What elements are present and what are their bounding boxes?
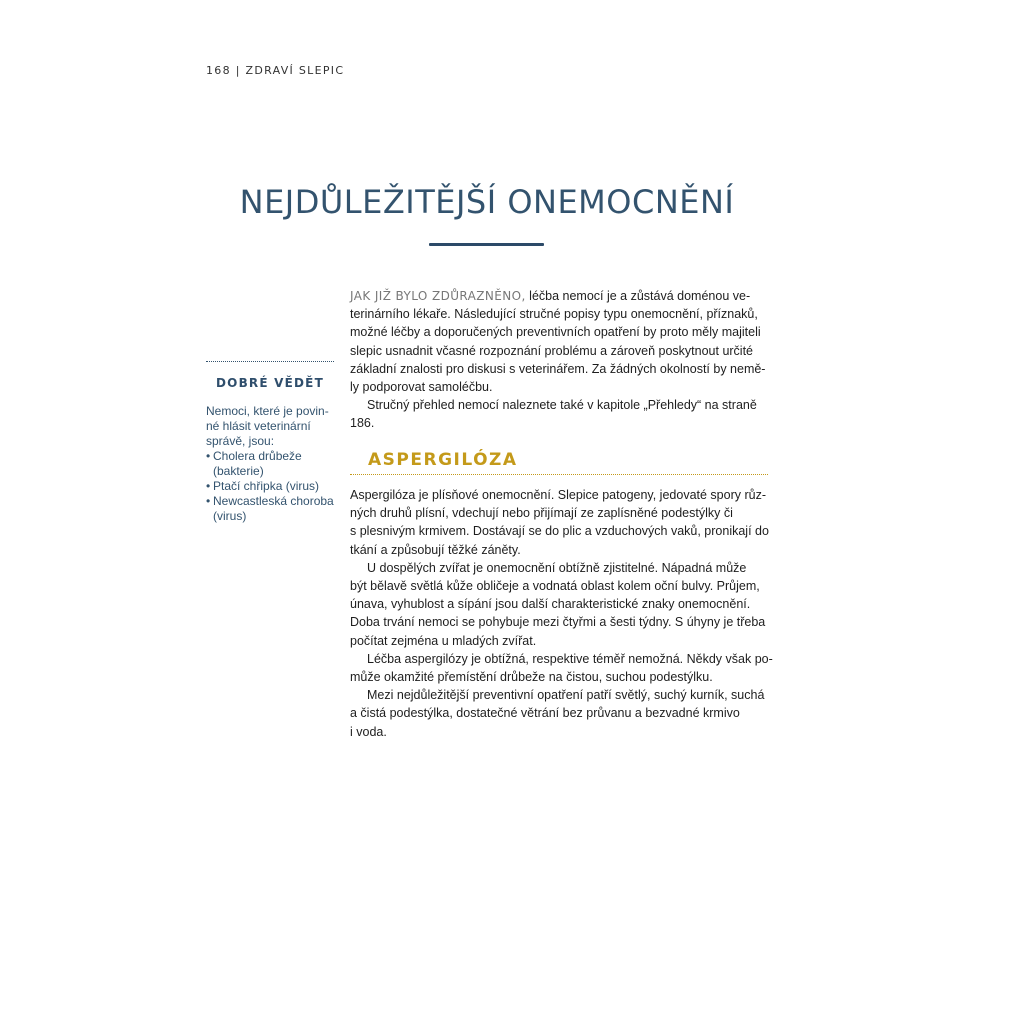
- section-paragraph-2: [350, 559, 768, 650]
- section-paragraph-4: [350, 686, 768, 741]
- running-head: 168 | ZDRAVÍ SLEPIC: [206, 64, 345, 77]
- intro-paragraph: [350, 287, 768, 396]
- text-line: může okamžité přemístění drůbeže na čistou, suchou podestýlku.: [350, 670, 713, 685]
- list-item: [206, 494, 334, 524]
- list-item: [206, 449, 334, 479]
- text-line: s plesnivým krmivem. Dostávají se do plic a vzduchových vaků, pronikají do: [350, 524, 769, 539]
- section-heading-block: [350, 449, 768, 475]
- text-line: Aspergilóza je plísňové onemocnění. Slepice patogeny, jedovaté spory růz-: [350, 488, 766, 502]
- bullet-icon: •: [206, 449, 211, 463]
- text-line: léčba nemocí je a zůstává doménou ve-: [525, 289, 751, 303]
- intro-paragraph-2: [350, 396, 768, 432]
- text-line: být bělavě světlá kůže obličeje a vodnatá oblast kolem oční bulvy. Průjem,: [350, 579, 760, 594]
- text-line: [350, 287, 768, 305]
- bullet-icon: •: [206, 479, 211, 493]
- title-underline: [429, 243, 544, 246]
- text-line: Mezi nejdůležitější preventivní opatření patří světlý, suchý kurník, suchá: [367, 688, 765, 703]
- text-line: Doba trvání nemoci se pohybuje mezi čtyřmi a šesti týdny. S úhyny je třeba: [350, 615, 766, 630]
- text-line: a čistá podestýlka, dostatečné větrání bez průvanu a bezvadné krmivo: [350, 706, 740, 721]
- notifiable-disease-list: [206, 449, 334, 524]
- text-line: únava, vyhublost a sípání jsou další charakteristické znaky onemocnění.: [350, 597, 751, 612]
- sidebar-intro-line: správě, jsou:: [206, 434, 275, 448]
- section-paragraph-3: [350, 650, 773, 686]
- section-body: [350, 486, 773, 741]
- text-line: základní znalosti pro diskusi s veterinářem. Za žádných okolností by nemě-: [350, 361, 766, 376]
- bullet-icon: •: [206, 494, 211, 508]
- section-dotted-rule: [350, 474, 768, 475]
- section-paragraph-1: [350, 486, 768, 559]
- text-line: Léčba aspergilózy je obtížná, respektive téměř nemožná. Někdy však po-: [367, 651, 773, 666]
- list-item-text: (virus): [213, 509, 247, 523]
- chapter-title: NEJDŮLEŽITĚJŠÍ ONEMOCNĚNÍ: [239, 183, 735, 221]
- sidebar-intro-line: Nemoci, které je povin-: [206, 404, 329, 418]
- text-line: ných druhů plísní, vdechují nebo přijímají ze zaplísněné podestýlky či: [350, 506, 733, 521]
- text-line: ly podporovat samoléčbu.: [350, 380, 493, 395]
- sidebar-heading: DOBRÉ VĚDĚT: [216, 376, 324, 390]
- list-item-text: (bakterie): [213, 464, 264, 478]
- sidebar-intro-line: né hlásit veterinární: [206, 419, 311, 433]
- sidebar-box: [206, 361, 334, 524]
- intro-text: [350, 287, 768, 433]
- text-line: možné léčby a doporučených preventivních opatření by proto měly majiteli: [350, 325, 761, 340]
- list-item-text: Newcastleská choroba: [213, 494, 334, 508]
- sidebar-dotted-rule: [206, 361, 334, 362]
- lead-in: JAK JIŽ BYLO ZDŮRAZNĚNO,: [350, 289, 526, 303]
- text-line: terinárního lékaře. Následující stručné popisy typu onemocnění, příznaků,: [350, 307, 758, 322]
- list-item: [206, 479, 334, 494]
- text-line: i voda.: [350, 724, 387, 739]
- list-item-text: Ptačí chřipka (virus): [213, 479, 320, 493]
- text-line: U dospělých zvířat je onemocnění obtížně zjistitelné. Nápadná může: [367, 560, 747, 575]
- section-heading: ASPERGILÓZA: [368, 450, 518, 470]
- text-line: slepic usnadnit včasné rozpoznání problému a zároveň poskytnout určité: [350, 343, 754, 358]
- text-line: 186.: [350, 416, 375, 431]
- sidebar-intro: [206, 404, 334, 449]
- text-line: počítat zejména u mladých zvířat.: [350, 633, 537, 648]
- list-item-text: Cholera drůbeže: [213, 449, 302, 463]
- text-line: tkání a způsobují těžké záněty.: [350, 542, 521, 557]
- text-line: Stručný přehled nemocí naleznete také v kapitole „Přehledy“ na straně: [367, 398, 757, 413]
